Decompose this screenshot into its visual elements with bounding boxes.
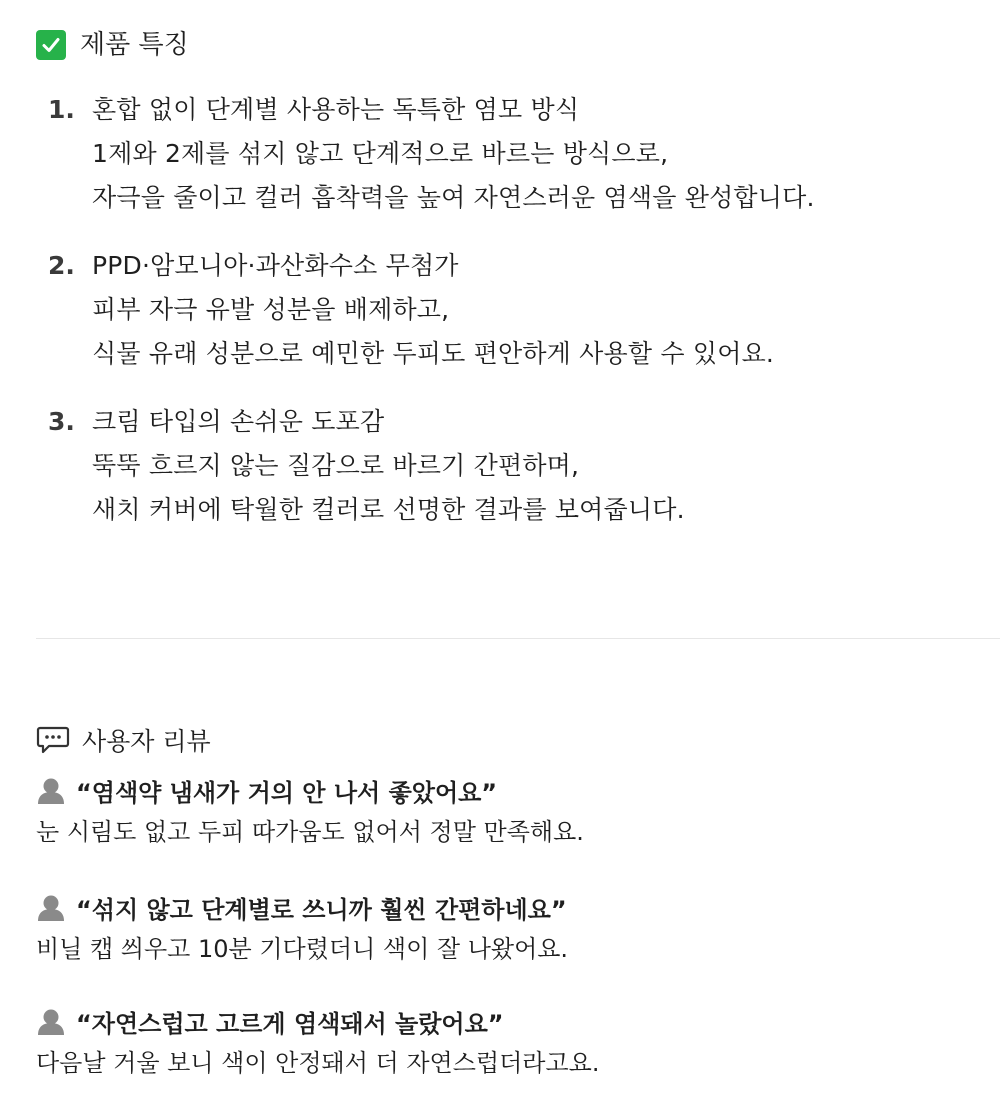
- feature-title: 혼합 없이 단계별 사용하는 독특한 염모 방식: [92, 95, 580, 124]
- feature-item: [48, 400, 988, 532]
- review-item: [36, 1001, 986, 1085]
- person-silhouette-icon: [36, 775, 66, 805]
- person-silhouette-icon: [36, 1006, 66, 1036]
- speech-bubble-icon: [36, 725, 70, 755]
- feature-number: 2.: [48, 251, 75, 280]
- review-quote: “염색약 냄새가 거의 안 나서 좋았어요”: [76, 778, 498, 807]
- feature-title: 크림 타입의 손쉬운 도포감: [92, 407, 385, 436]
- feature-description-line: 자극을 줄이고 컬러 흡착력을 높여 자연스러운 염색을 완성합니다.: [92, 183, 815, 212]
- review-item: [36, 887, 986, 971]
- review-quote: “자연스럽고 고르게 염색돼서 놀랐어요”: [76, 1009, 504, 1038]
- feature-title: PPD·암모니아·과산화수소 무첨가: [92, 251, 459, 280]
- reviews-title: 사용자 리뷰: [82, 727, 211, 756]
- features-title: 제품 특징: [80, 30, 189, 60]
- review-item: [36, 770, 986, 854]
- feature-description-line: 뚝뚝 흐르지 않는 질감으로 바르기 간편하며,: [92, 451, 580, 480]
- feature-number: 3.: [48, 407, 75, 436]
- reviews-header: [36, 722, 211, 758]
- person-silhouette-icon: [36, 892, 66, 922]
- feature-description-line: 식물 유래 성분으로 예민한 두피도 편안하게 사용할 수 있어요.: [92, 339, 775, 368]
- feature-number: 1.: [48, 95, 75, 124]
- feature-description-line: 피부 자극 유발 성분을 배제하고,: [92, 295, 450, 324]
- feature-item: [48, 244, 988, 376]
- review-comment: 비닐 캡 씌우고 10분 기다렸더니 색이 잘 나왔어요.: [36, 935, 569, 963]
- review-comment: 눈 시림도 없고 두피 따가움도 없어서 정말 만족해요.: [36, 818, 584, 846]
- feature-description-line: 새치 커버에 탁월한 컬러로 선명한 결과를 보여줍니다.: [92, 495, 685, 524]
- section-divider: [36, 638, 1000, 639]
- check-mark-icon: [36, 30, 66, 60]
- review-comment: 다음날 거울 보니 색이 안정돼서 더 자연스럽더라고요.: [36, 1049, 600, 1077]
- features-header: [36, 30, 189, 60]
- review-quote: “섞지 않고 단계별로 쓰니까 훨씬 간편하네요”: [76, 895, 567, 924]
- feature-description-line: 1제와 2제를 섞지 않고 단계적으로 바르는 방식으로,: [92, 139, 669, 168]
- feature-item: [48, 88, 988, 220]
- features-list: [48, 88, 988, 556]
